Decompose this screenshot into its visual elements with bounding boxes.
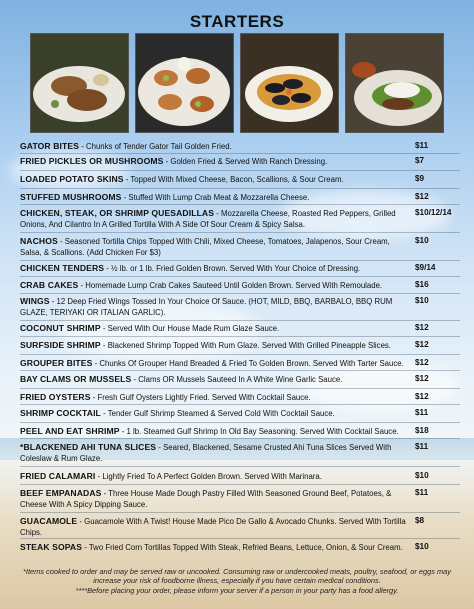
menu-item-name: STUFFED MUSHROOMS — [20, 192, 122, 202]
menu-item-price: $11 — [415, 488, 429, 497]
menu-item-text — [20, 488, 410, 510]
menu-item-description: - Clams OR Mussels Sauteed In A White Wine Garlic Sauce. — [131, 375, 343, 384]
menu-item-name: STEAK SOPAS — [20, 542, 83, 552]
menu-item-name: FRIED CALAMARI — [20, 471, 96, 481]
menu-item-text — [20, 296, 410, 318]
menu-item-price: $10 — [415, 542, 429, 551]
menu-item-price: $7 — [415, 156, 425, 165]
menu-item-name: *BLACKENED AHI TUNA SLICES — [20, 442, 157, 452]
menu-item-description: - Chunks of Tender Gator Tail Golden Fried. — [79, 142, 232, 151]
menu-item-name: BEEF EMPANADAS — [20, 488, 102, 498]
menu-item-price: $11 — [415, 408, 429, 417]
menu-item-price: $12 — [415, 323, 429, 332]
menu-divider — [20, 388, 460, 389]
menu-item-name: SURFSIDE SHRIMP — [20, 340, 101, 350]
menu-item-description: - 12 Deep Fried Wings Tossed In Your Choice Of Sauce. (HOT, MILD, BBQ, BARBALO, BBQ RUM GLAZE, TERIYAKI OR ITALIAN GARLIC). — [20, 297, 393, 317]
menu-item-description: - Chunks Of Grouper Hand Breaded & Fried To Golden Brown. Served With Tarter Sauce. — [92, 359, 404, 368]
menu-item-price: $16 — [415, 280, 429, 289]
menu-item-price: $12 — [415, 192, 429, 201]
disclaimer-line-3: ****Before placing your order, please inform your server if a person in your party has a food allergy. — [75, 585, 399, 595]
menu-divider — [20, 293, 460, 294]
menu-divider — [20, 170, 460, 171]
menu-item-description: - ½ lb. or 1 lb. Fried Golden Brown. Served With Your Choice of Dressing. — [104, 264, 361, 273]
menu-item-text — [20, 263, 410, 275]
food-photo-strip — [30, 33, 446, 133]
page-title: STARTERS — [189, 12, 285, 31]
menu-item-name: FRIED OYSTERS — [20, 392, 91, 402]
menu-item-price: $11 — [415, 141, 429, 150]
menu-item-name: SHRIMP COCKTAIL — [20, 408, 101, 418]
steak-sopas-photo — [345, 33, 444, 133]
menu-item-price: $10 — [415, 236, 429, 245]
menu-item-price: $10/12/14 — [415, 208, 452, 217]
menu-item-price: $10 — [415, 296, 429, 305]
menu-divider — [20, 276, 460, 277]
menu-divider — [20, 438, 460, 439]
menu-divider — [20, 336, 460, 337]
menu-item-text — [20, 174, 410, 186]
menu-divider — [20, 404, 460, 405]
menu-item-text — [20, 542, 410, 554]
disclaimer-line-2: increase your risk of foodborne illness, especially if you have certain medical conditions. — [93, 576, 381, 586]
menu-item-text — [20, 340, 410, 352]
menu-item-name: GATOR BITES — [20, 141, 80, 151]
menu-item-name: CHICKEN TENDERS — [20, 263, 105, 273]
menu-item-price: $10 — [415, 471, 429, 480]
menu-item-name: LOADED POTATO SKINS — [20, 174, 124, 184]
menu-item-text — [20, 471, 410, 483]
menu-item-name: WINGS — [20, 296, 50, 306]
menu-item-text — [20, 323, 410, 335]
menu-item-text — [20, 442, 410, 464]
menu-item-text — [20, 408, 410, 420]
menu-divider — [20, 232, 460, 233]
mussels-photo — [240, 33, 339, 133]
menu-item-name: GUACAMOLE — [20, 516, 78, 526]
menu-item-description: - Fresh Gulf Oysters Lightly Fried. Served With Cocktail Sauce. — [90, 393, 311, 402]
menu-divider — [20, 320, 460, 321]
menu-item-text — [20, 156, 410, 168]
menu-item-description: - Lightly Fried To A Perfect Golden Brown. Served With Marinara. — [95, 472, 322, 481]
menu-item-text — [20, 374, 410, 386]
menu-item-description: - Topped With Mixed Cheese, Bacon, Scallions, & Sour Cream. — [123, 175, 344, 184]
menu-item-description: - Three House Made Dough Pastry Filled With Seasoned Ground Beef, Potatoes, & Cheese With A Spicy Dipping Sauce. — [20, 489, 392, 509]
menu-item-price: $9 — [415, 174, 425, 183]
menu-item-text — [20, 358, 410, 370]
menu-item-name: CHICKEN, STEAK, OR SHRIMP QUESADILLAS — [20, 208, 215, 218]
menu-item-text — [20, 141, 410, 153]
menu-item-description: - Tender Gulf Shrimp Steamed & Served Cold With Cocktail Sauce. — [100, 409, 335, 418]
menu-divider — [20, 422, 460, 423]
menu-divider — [20, 354, 460, 355]
menu-item-text — [20, 280, 410, 292]
menu-item-price: $18 — [415, 426, 429, 435]
menu-item-text — [20, 192, 410, 204]
menu-item-name: NACHOS — [20, 236, 58, 246]
menu-item-text — [20, 208, 410, 230]
menu-divider — [20, 512, 460, 513]
menu-item-description: - Homemade Lump Crab Cakes Sauteed Until Golden Brown. Served With Remoulade. — [78, 281, 383, 290]
menu-item-price: $12 — [415, 374, 429, 383]
menu-item-name: PEEL AND EAT SHRIMP — [20, 426, 120, 436]
menu-item-text — [20, 236, 410, 258]
menu-item-price: $9/14 — [415, 263, 436, 272]
menu-item-text — [20, 516, 410, 538]
menu-divider — [20, 484, 460, 485]
menu-item-description: - Blackened Shrimp Topped With Rum Glaze. Served With Grilled Pineapple Slices. — [100, 341, 391, 350]
menu-item-text — [20, 392, 410, 404]
menu-item-description: - Seasoned Tortilla Chips Topped With Chili, Mixed Cheese, Tomatoes, Jalapenos, Sour Cream, Salsa, & Scallions. (Add Chicken For $3) — [20, 237, 390, 257]
menu-item-price: $12 — [415, 392, 429, 401]
potato-skins-photo — [135, 33, 234, 133]
menu-divider — [20, 153, 460, 154]
menu-item-description: - Golden Fried & Served With Ranch Dressing. — [163, 157, 328, 166]
menu-item-name: FRIED PICKLES OR MUSHROOMS — [20, 156, 164, 166]
menu-item-description: - Mozzarella Cheese, Roasted Red Peppers, Grilled Onions, And Cilantro In A Grilled Tortilla With A Side Of Sour Cream & Spicy Salsa. — [20, 209, 396, 229]
menu-item-price: $12 — [415, 358, 429, 367]
disclaimer-line-1: *Items cooked to order and may be served raw or uncooked. Consuming raw or undercooked meats, poultry, seafood, or eggs may — [23, 567, 451, 576]
menu-divider — [20, 204, 460, 205]
menu-item-description: - Guacamole With A Twist! House Made Pico De Gallo & Avocado Chunks. Served With Tortilla Chips. — [20, 517, 406, 537]
menu-divider — [20, 370, 460, 371]
menu-item-name: BAY CLAMS OR MUSSELS — [20, 374, 132, 384]
menu-item-price: $12 — [415, 340, 429, 349]
menu-item-text — [20, 426, 410, 438]
menu-item-description: - Seared, Blackened, Sesame Crusted Ahi Tuna Slices Served With Coleslaw & Rum Glaze. — [20, 443, 392, 463]
menu-item-name: CRAB CAKES — [20, 280, 79, 290]
menu-item-description: - Stuffed With Lump Crab Meat & Mozzarella Cheese. — [121, 193, 310, 202]
menu-item-price: $8 — [415, 516, 425, 525]
menu-item-description: - Served With Our House Made Rum Glaze Sauce. — [100, 324, 280, 333]
menu-divider — [20, 188, 460, 189]
menu-divider — [20, 260, 460, 261]
menu-item-description: - Two Fried Corn Tortillas Topped With Steak, Refried Beans, Lettuce, Onion, & Sour Cream. — [82, 543, 403, 552]
menu-divider — [20, 466, 460, 467]
crab-cakes-photo — [30, 33, 129, 133]
allergy-disclaimer — [0, 567, 474, 595]
menu-item-name: COCONUT SHRIMP — [20, 323, 101, 333]
menu-item-name: GROUPER BITES — [20, 358, 93, 368]
menu-item-price: $11 — [415, 442, 429, 451]
menu-item-description: - 1 lb. Steamed Gulf Shrimp In Old Bay Seasoning. Served With Cocktail Sauce. — [119, 427, 399, 436]
